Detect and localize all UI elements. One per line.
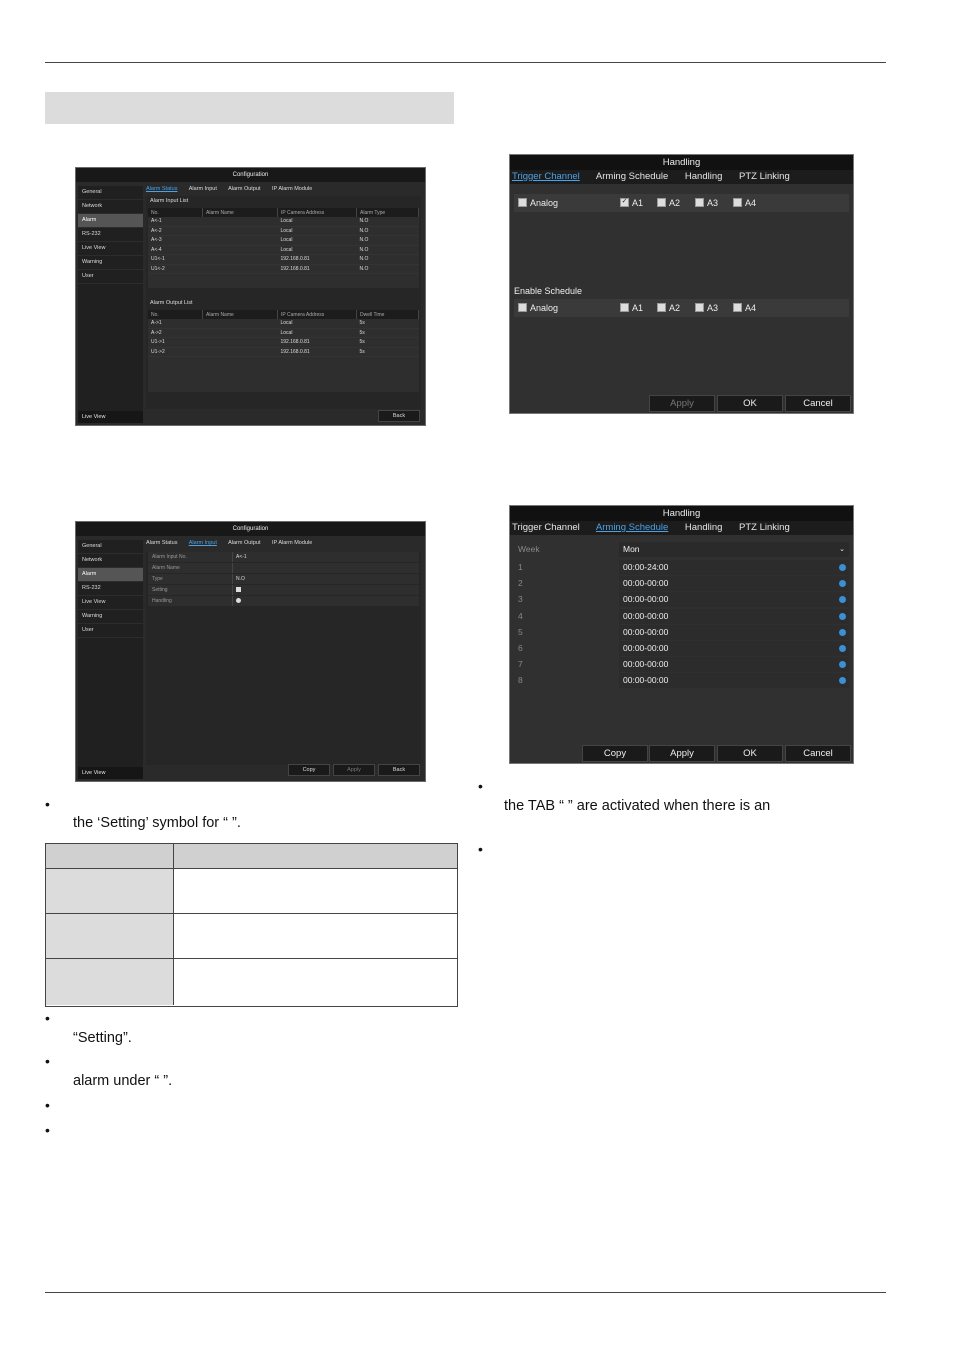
channel-a3[interactable] <box>695 194 718 212</box>
body-text: the ‘Setting’ symbol for “ ”. <box>73 815 241 831</box>
bullet: • <box>478 841 483 857</box>
field-row <box>148 563 419 573</box>
dialog-tabs <box>510 170 853 184</box>
alarm-input-table-wrap <box>148 208 419 288</box>
channel-label: A1 <box>632 198 644 208</box>
table-cell: Local <box>278 226 357 236</box>
sidebar-item-warning[interactable]: Warning <box>78 610 143 624</box>
apply-button[interactable]: Apply <box>333 764 375 776</box>
table-cell <box>174 914 457 959</box>
table-cell: 192.168.0.81 <box>278 338 357 348</box>
schedule-row <box>514 625 849 640</box>
channel-label: A2 <box>669 198 681 208</box>
table-row[interactable] <box>148 319 419 328</box>
sidebar-item-warning[interactable]: Warning <box>78 256 143 270</box>
field-value[interactable]: A<-1 <box>232 552 419 562</box>
alarm-output-list-title: Alarm Output List <box>150 300 193 306</box>
schedule-row <box>514 609 849 624</box>
alarm-input-table <box>148 208 419 274</box>
table-cell <box>203 226 278 236</box>
table-cell: N.O <box>357 217 419 226</box>
checkbox-checked[interactable]: ✓ <box>621 198 628 206</box>
time-range[interactable] <box>619 560 849 575</box>
time-range[interactable] <box>619 625 849 640</box>
channel-a1[interactable] <box>620 299 643 317</box>
alarm-input-screen <box>75 521 426 782</box>
week-select[interactable] <box>619 542 849 557</box>
clock-icon[interactable] <box>839 613 846 620</box>
tab-alarm-input[interactable]: Alarm Input <box>188 540 217 546</box>
table-row[interactable] <box>148 338 419 348</box>
copy-button[interactable]: Copy <box>288 764 330 776</box>
tab-ip-alarm-module[interactable]: IP Alarm Module <box>272 540 313 546</box>
table-row[interactable] <box>148 226 419 236</box>
tab-alarm-status[interactable]: Alarm Status <box>146 186 178 192</box>
time-range-text: 00:00-00:00 <box>623 659 669 670</box>
channel-label: A4 <box>745 198 757 208</box>
table-cell: U1->2 <box>148 347 203 357</box>
week-label: Week <box>518 544 540 554</box>
alarm-output-table <box>148 310 419 357</box>
alarm-output-table-wrap <box>148 310 419 392</box>
section-heading-bar <box>45 92 454 124</box>
tab-trigger-channel[interactable]: Trigger Channel <box>512 522 580 533</box>
row-number: 5 <box>518 626 523 637</box>
table-cell <box>203 328 278 338</box>
table-cell <box>46 914 174 959</box>
apply-button[interactable]: Apply <box>649 745 715 762</box>
channel-a3[interactable] <box>695 299 718 317</box>
tab-alarm-status[interactable]: Alarm Status <box>146 540 178 546</box>
table-cell: A<-2 <box>148 226 203 236</box>
schedule-row <box>514 657 849 672</box>
table-cell: N.O <box>357 245 419 255</box>
schedule-row <box>514 673 849 688</box>
main-panel <box>146 552 421 765</box>
sidebar-item-user[interactable]: User <box>78 270 143 284</box>
bottom-rule <box>45 1292 886 1293</box>
table-row[interactable] <box>148 347 419 357</box>
sidebar-item-network[interactable]: Network <box>78 554 143 568</box>
checkbox[interactable] <box>518 303 527 312</box>
table-header-cell <box>174 844 457 869</box>
handling-arming-schedule-dialog <box>509 505 854 764</box>
copy-button[interactable]: Copy <box>582 745 648 762</box>
field-row <box>148 585 419 595</box>
table-cell: 192.168.0.81 <box>278 347 357 357</box>
screen-title: Configuration <box>76 168 425 182</box>
field-label: Alarm Name <box>152 565 180 571</box>
body-text: “Setting”. <box>73 1030 132 1046</box>
field-label: Setting <box>152 587 168 593</box>
checkbox[interactable] <box>518 198 527 207</box>
clock-icon[interactable] <box>839 564 846 571</box>
alarm-status-screen <box>75 167 426 426</box>
table-row[interactable] <box>148 255 419 265</box>
table-cell: Local <box>278 217 357 226</box>
col-alarm-name: Alarm Name <box>203 208 278 217</box>
clock-icon[interactable] <box>839 596 846 603</box>
channel-label: A3 <box>707 198 719 208</box>
table-cell <box>203 319 278 328</box>
alarm-input-list-title: Alarm Input List <box>150 198 189 204</box>
screen-title: Configuration <box>76 522 425 536</box>
time-range[interactable] <box>619 657 849 672</box>
bullet: • <box>45 1097 50 1113</box>
table-cell: N.O <box>357 255 419 265</box>
channel-label: A2 <box>669 303 681 313</box>
cancel-button[interactable]: Cancel <box>785 395 851 412</box>
col-ip-camera-address: IP Camera Address <box>278 310 357 319</box>
analog-label: Analog <box>530 198 559 208</box>
table-cell: A->1 <box>148 319 203 328</box>
field-row <box>148 574 419 584</box>
schedule-row <box>514 560 849 575</box>
table-row[interactable] <box>148 245 419 255</box>
tab-handling[interactable]: Handling <box>684 522 723 533</box>
clock-icon[interactable] <box>839 645 846 652</box>
time-range[interactable] <box>619 609 849 624</box>
table-cell: N.O <box>357 236 419 246</box>
table-cell <box>174 959 457 1005</box>
table-cell <box>203 217 278 226</box>
sidebar-item-live-view[interactable]: Live View <box>78 596 143 610</box>
table-cell <box>46 959 174 1005</box>
live-view-button[interactable]: Live View <box>78 767 143 779</box>
table-cell: 5s <box>357 347 419 357</box>
time-range[interactable] <box>619 576 849 591</box>
gear-icon[interactable] <box>236 598 241 603</box>
field-label: Handling <box>152 598 172 604</box>
time-range-text: 00:00-00:00 <box>623 594 669 605</box>
table-cell: U1<-2 <box>148 264 203 274</box>
sidebar-item-general[interactable]: General <box>78 186 143 200</box>
checkbox[interactable] <box>657 198 666 207</box>
table-row[interactable] <box>148 328 419 338</box>
sidebar-item-rs232[interactable]: RS-232 <box>78 228 143 242</box>
table-cell <box>203 236 278 246</box>
channel-a4[interactable] <box>733 299 756 317</box>
schedule-row <box>514 592 849 607</box>
tab-ptz-linking[interactable]: PTZ Linking <box>739 171 790 182</box>
dialog-tabs <box>510 521 853 535</box>
checkbox[interactable] <box>695 198 704 207</box>
table-cell: A->2 <box>148 328 203 338</box>
field-label: Alarm Input No. <box>152 554 187 560</box>
row-number: 8 <box>518 675 523 686</box>
cancel-button[interactable]: Cancel <box>785 745 851 762</box>
week-value: Mon <box>623 544 640 554</box>
field-row <box>148 596 419 606</box>
bullet: • <box>478 778 483 794</box>
info-table <box>45 843 458 1007</box>
tab-bar <box>146 184 423 194</box>
main-panel <box>146 196 421 409</box>
table-cell: A<-3 <box>148 236 203 246</box>
tab-handling[interactable]: Handling <box>684 171 723 182</box>
bullet: • <box>45 1122 50 1138</box>
sidebar-item-alarm[interactable]: Alarm <box>78 568 143 582</box>
table-cell: 192.168.0.81 <box>278 264 357 274</box>
sidebar-item-rs232[interactable]: RS-232 <box>78 582 143 596</box>
tab-arming-schedule[interactable]: Arming Schedule <box>595 171 669 182</box>
table-cell: A<-4 <box>148 245 203 255</box>
bullet: • <box>45 796 50 812</box>
table-header-cell <box>46 844 174 869</box>
channel-label: A1 <box>632 303 644 313</box>
back-button[interactable]: Back <box>378 764 420 776</box>
col-no: No. <box>148 310 203 319</box>
enable-schedule-row <box>514 299 849 317</box>
table-cell: Local <box>278 328 357 338</box>
table-cell: 5s <box>357 328 419 338</box>
clock-icon[interactable] <box>839 677 846 684</box>
time-range-text: 00:00-00:00 <box>623 626 669 637</box>
clock-icon[interactable] <box>839 580 846 587</box>
sidebar-item-alarm[interactable]: Alarm <box>78 214 143 228</box>
table-cell: U1->1 <box>148 338 203 348</box>
field-value[interactable] <box>232 563 419 573</box>
tab-alarm-output[interactable]: Alarm Output <box>228 186 261 192</box>
table-row[interactable] <box>148 264 419 274</box>
table-cell <box>203 245 278 255</box>
settings-icon[interactable] <box>236 587 241 592</box>
schedule-row <box>514 576 849 591</box>
dialog-title: Handling <box>510 155 853 170</box>
tab-bar <box>146 538 423 548</box>
time-range-text: 00:00-00:00 <box>623 643 669 653</box>
analog-checkbox-group[interactable] <box>518 299 558 317</box>
apply-button[interactable]: Apply <box>649 395 715 412</box>
table-cell <box>46 869 174 914</box>
row-number: 4 <box>518 610 523 621</box>
time-range-text: 00:00-00:00 <box>623 610 669 621</box>
analog-checkbox-group[interactable] <box>518 194 558 212</box>
checkbox[interactable] <box>695 303 704 312</box>
table-cell: Local <box>278 245 357 255</box>
tab-trigger-channel[interactable]: Trigger Channel <box>512 171 580 182</box>
field-row <box>148 552 419 562</box>
table-cell: Local <box>278 319 357 328</box>
col-alarm-type: Alarm Type <box>357 208 419 217</box>
row-number: 2 <box>518 578 523 589</box>
field-label: Type <box>152 576 163 582</box>
schedule-row <box>514 641 849 656</box>
table-cell: N.O <box>357 226 419 236</box>
trigger-channel-row <box>514 194 849 212</box>
ok-button[interactable]: OK <box>717 395 783 412</box>
body-text: alarm under “ ”. <box>73 1073 173 1089</box>
checkbox[interactable] <box>620 303 629 312</box>
checkbox[interactable] <box>733 198 742 207</box>
sidebar-item-user[interactable]: User <box>78 624 143 638</box>
tab-arming-schedule[interactable]: Arming Schedule <box>595 522 669 533</box>
time-range[interactable] <box>619 641 849 656</box>
body-text: the TAB “ ” are activated when there is an <box>504 798 771 814</box>
table-cell: Local <box>278 236 357 246</box>
time-range[interactable] <box>619 592 849 607</box>
tab-ptz-linking[interactable]: PTZ Linking <box>739 522 790 533</box>
row-number: 3 <box>518 594 523 605</box>
table-cell: A<-1 <box>148 217 203 226</box>
tab-alarm-input[interactable]: Alarm Input <box>188 186 217 192</box>
table-row[interactable] <box>148 236 419 246</box>
table-row[interactable] <box>148 217 419 226</box>
tab-alarm-output[interactable]: Alarm Output <box>228 540 261 546</box>
sidebar-item-live-view[interactable]: Live View <box>78 242 143 256</box>
channel-label: A4 <box>745 303 757 313</box>
table-cell: N.O <box>357 264 419 274</box>
enable-schedule-label: Enable Schedule <box>514 286 583 296</box>
sidebar <box>78 186 143 423</box>
clock-icon[interactable] <box>839 661 846 668</box>
time-range[interactable] <box>619 673 849 688</box>
ok-button[interactable]: OK <box>717 745 783 762</box>
handling-trigger-channel-dialog <box>509 154 854 414</box>
table-cell <box>203 347 278 357</box>
clock-icon[interactable] <box>839 629 846 636</box>
col-dwell-time: Dwell Time <box>357 310 419 319</box>
row-number: 1 <box>518 562 523 572</box>
field-value[interactable] <box>232 596 419 606</box>
row-number: 7 <box>518 659 523 670</box>
dialog-title: Handling <box>510 506 853 521</box>
channel-label: A3 <box>707 303 719 313</box>
channel-a2[interactable] <box>657 194 680 212</box>
table-cell <box>174 869 457 914</box>
table-cell: 5s <box>357 338 419 348</box>
week-row <box>514 542 849 557</box>
top-rule <box>45 62 886 63</box>
time-range-text: 00:00-00:00 <box>623 675 669 686</box>
col-ip-camera-address: IP Camera Address <box>278 208 357 217</box>
analog-label: Analog <box>530 303 559 313</box>
channel-a2[interactable] <box>657 299 680 317</box>
time-range-text: 00:00-00:00 <box>623 578 669 589</box>
table-cell <box>203 264 278 274</box>
col-alarm-name: Alarm Name <box>203 310 278 319</box>
back-button[interactable]: Back <box>378 410 420 422</box>
field-value[interactable] <box>232 585 419 595</box>
chevron-down-icon: ⌄ <box>839 546 845 553</box>
channel-a4[interactable] <box>733 194 756 212</box>
channel-a1[interactable] <box>620 194 643 212</box>
bullet: • <box>45 1053 50 1069</box>
tab-ip-alarm-module[interactable]: IP Alarm Module <box>272 186 313 192</box>
col-no: No. <box>148 208 203 217</box>
table-cell: U1<-1 <box>148 255 203 265</box>
time-range-text: 00:00-24:00 <box>623 562 669 572</box>
checkbox[interactable] <box>733 303 742 312</box>
sidebar <box>78 540 143 779</box>
sidebar-item-network[interactable]: Network <box>78 200 143 214</box>
live-view-button[interactable]: Live View <box>78 411 143 423</box>
bullet: • <box>45 1010 50 1026</box>
row-number: 6 <box>518 643 523 653</box>
table-cell <box>203 338 278 348</box>
sidebar-item-general[interactable]: General <box>78 540 143 554</box>
table-cell: 192.168.0.81 <box>278 255 357 265</box>
checkbox[interactable] <box>657 303 666 312</box>
table-cell <box>203 255 278 265</box>
field-value[interactable]: N.O <box>232 574 419 584</box>
table-cell: 5s <box>357 319 419 328</box>
